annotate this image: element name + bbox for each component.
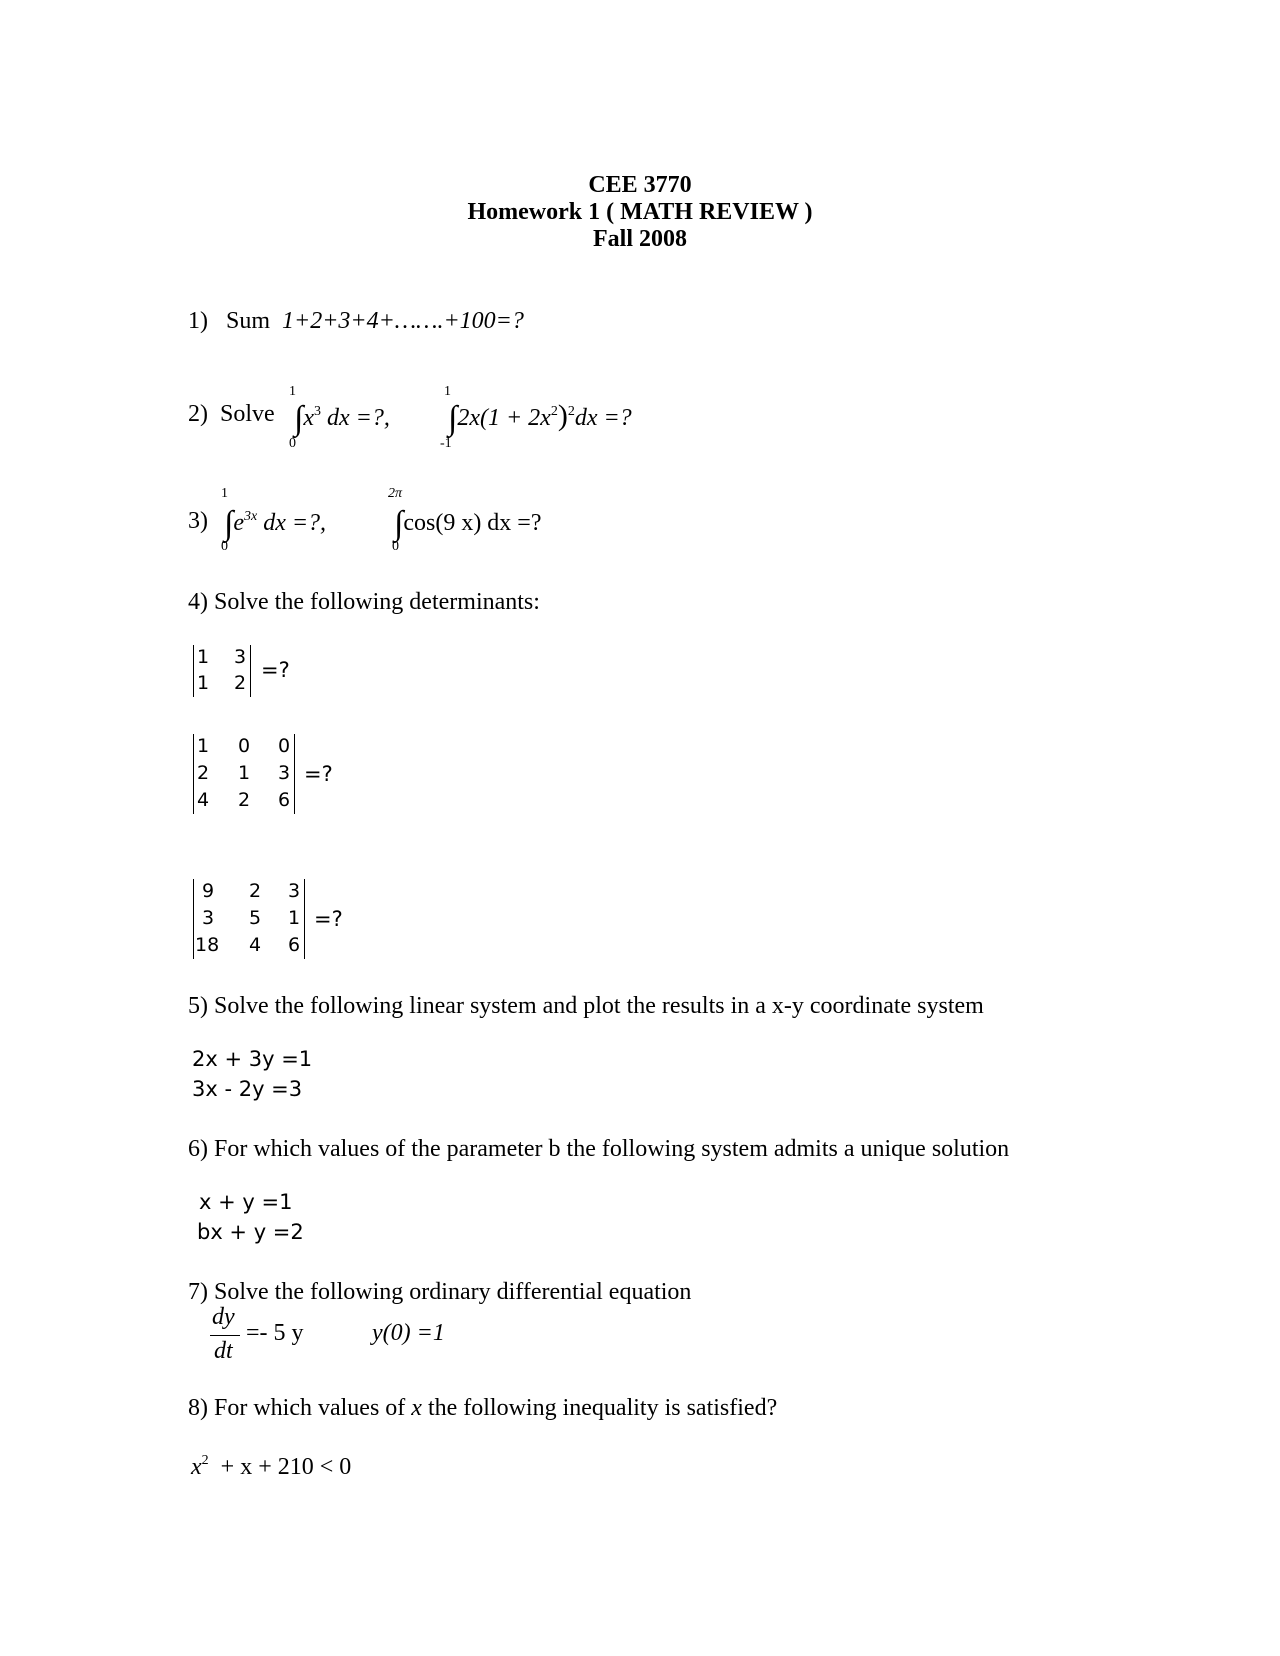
fraction-line — [210, 1335, 240, 1336]
question-5-equation-1: 2x + 3y =1 — [192, 1047, 313, 1071]
integral-2a: $\int x^3$ dx =?, — [294, 400, 390, 437]
question-2-label: Solve — [220, 401, 275, 427]
course-title: CEE 3770 — [588, 172, 692, 198]
question-5-text: 5) Solve the following linear system and plot the results in a x-y coordinate system — [188, 993, 984, 1019]
question-6-equation-2: bx + y =2 — [197, 1220, 304, 1244]
integral-3a-upper: 1 — [221, 486, 228, 501]
integral-2b-upper: 1 — [444, 384, 451, 399]
question-6-text: 6) For which values of the parameter b the following system admits a unique solution — [188, 1136, 1010, 1162]
question-3-number: 3) — [188, 508, 208, 534]
question-2-number: 2) — [188, 401, 208, 427]
integral-3a: $\int e^{3x}$ dx =?, — [224, 505, 327, 542]
integral-3a-lower: 0 — [221, 539, 228, 554]
integral-3b-upper: 2π — [388, 486, 403, 501]
homework-title: Homework 1 ( MATH REVIEW ) — [467, 199, 813, 225]
determinant-3x3-a: 1 0 0 2 1 3 4 2 6 — [193, 734, 295, 814]
integral-2a-lower: 0 — [289, 436, 296, 451]
derivative-numerator: dy — [212, 1304, 235, 1330]
determinant-3x3-a-equals: =? — [304, 762, 333, 786]
determinant-2x2: 1 3 1 2 — [193, 645, 251, 697]
term-title: Fall 2008 — [593, 226, 687, 252]
integral-2a-upper: 1 — [289, 384, 296, 399]
integral-2b-lower: -1 — [440, 436, 452, 451]
question-8-text: 8) For which values of x the following inequality is satisfied? — [188, 1395, 778, 1421]
question-4-text: 4) Solve the following determinants: — [188, 589, 540, 615]
determinant-2x2-equals: =? — [261, 658, 290, 682]
integral-sign: ∫ — [294, 400, 304, 437]
question-7-text: 7) Solve the following ordinary differential equation — [188, 1279, 692, 1305]
initial-condition: y(0) =1 — [372, 1320, 445, 1346]
question-1-label: Sum — [226, 308, 271, 334]
integral-sign: ∫ — [448, 400, 458, 437]
integral-3b-lower: 0 — [392, 539, 399, 554]
question-6-equation-1: x + y =1 — [199, 1190, 293, 1214]
question-5-equation-2: 3x - 2y =3 — [192, 1077, 303, 1101]
integral-3b: ∫cos(9 x) dx =? — [394, 505, 542, 542]
ode-rhs: =- 5 y — [246, 1320, 304, 1346]
integral-2b: $\int 2x(1 + 2x^2)^2dx$ =? — [448, 399, 632, 437]
question-1-number: 1) — [188, 308, 208, 334]
integral-sign: ∫ — [224, 505, 234, 542]
integral-sign: ∫ — [394, 505, 404, 542]
inequality: $x^2 + x + 210 < 0$ — [191, 1453, 352, 1480]
question-1 — [188, 308, 524, 335]
derivative-denominator: dt — [214, 1338, 233, 1364]
question-2-prefix — [188, 401, 275, 428]
question-1-expression: 1+2+3+4+…….+100=? — [282, 308, 524, 334]
determinant-3x3-b-equals: =? — [314, 907, 343, 931]
determinant-3x3-b: 9 2 3 3 5 1 18 4 6 — [193, 879, 305, 959]
